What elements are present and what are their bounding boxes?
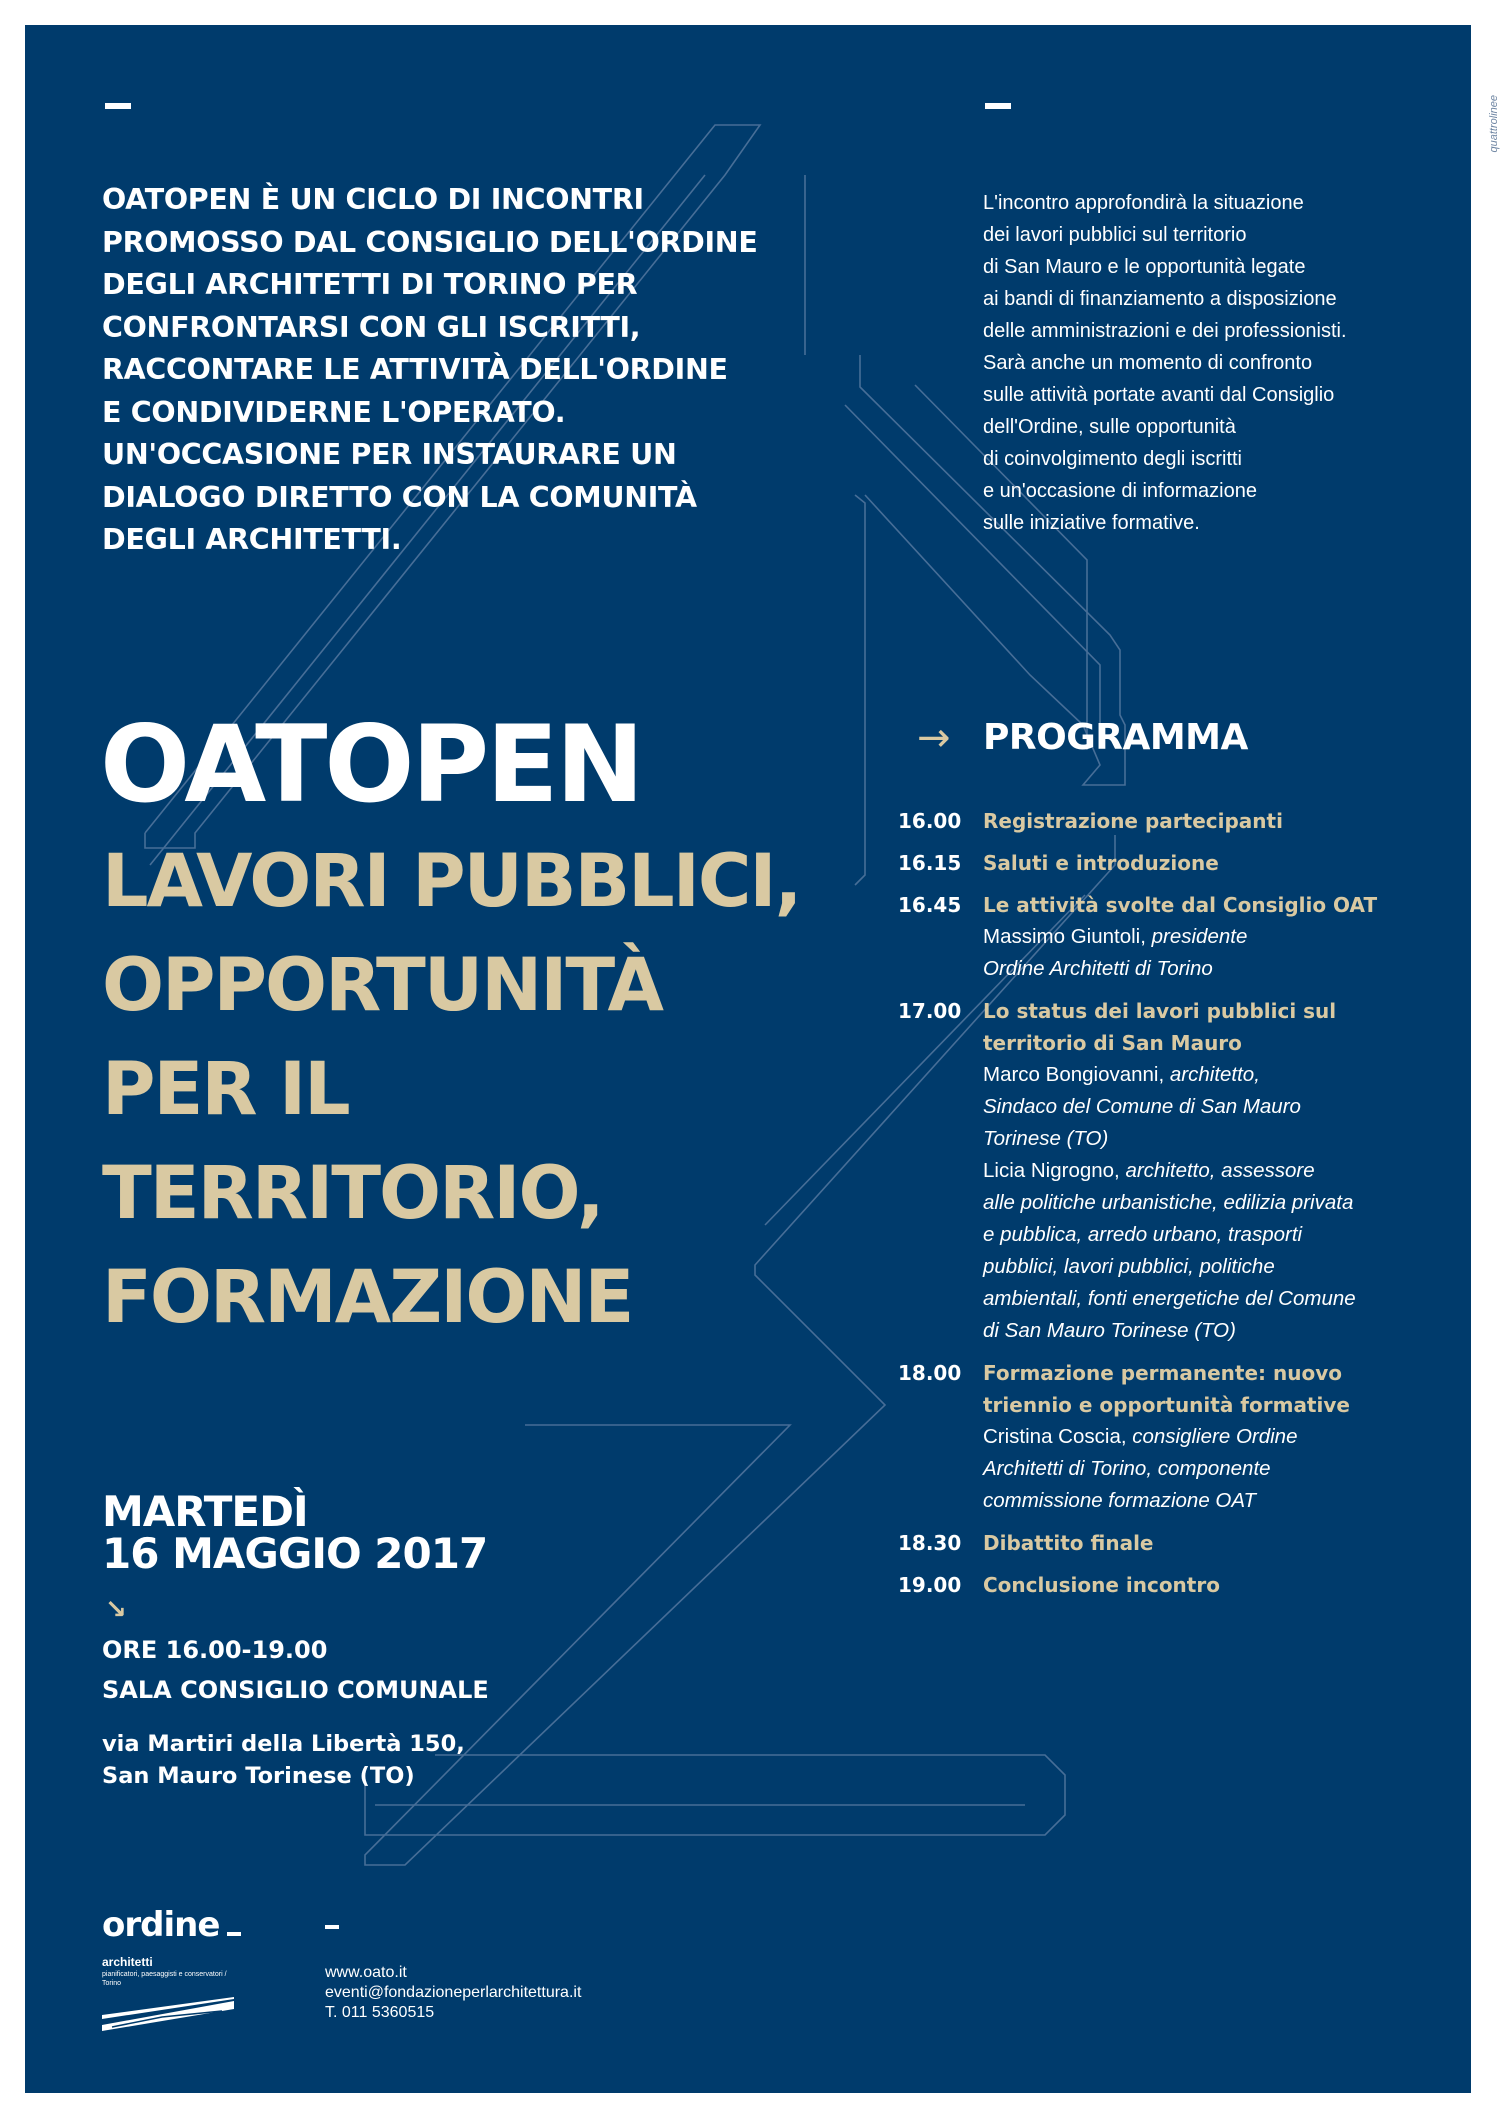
programma-speaker [983, 1155, 1458, 1187]
speaker-name: Licia Nigrogno, [983, 1159, 1126, 1182]
speaker-role: presidente [1151, 925, 1248, 948]
speaker-role: alle politiche urbanistiche, edilizia privata [983, 1191, 1354, 1214]
logo-wordmark [102, 1905, 241, 1945]
event-date [102, 1487, 488, 1578]
speaker-role: ambientali, fonti energetiche del Comune [983, 1287, 1356, 1310]
subtitle-line: OPPORTUNITÀ [102, 943, 663, 1028]
programma-list [898, 805, 1458, 1611]
intro-line: RACCONTARE LE ATTIVITÀ DELL'ORDINE [102, 353, 728, 386]
programma-title: Le attività svolte dal Consiglio OAT [983, 893, 1378, 917]
programma-speaker [983, 921, 1458, 953]
subtitle-line: PER IL [102, 1047, 349, 1132]
event-full-date: 16 MAGGIO 2017 [102, 1529, 488, 1578]
programma-time: 16.15 [898, 851, 962, 875]
programma-item [898, 1357, 1458, 1517]
programma-title: triennio e opportunità formative [983, 1393, 1350, 1417]
programma-time: 17.00 [898, 999, 962, 1023]
dash-right [985, 103, 1011, 109]
intro-line: DEGLI ARCHITETTI. [102, 523, 402, 556]
intro-line: E CONDIVIDERNE L'OPERATO. [102, 395, 566, 429]
subtitle-line: FORMAZIONE [102, 1255, 633, 1340]
event-weekday: MARTEDÌ [102, 1487, 308, 1536]
logo-dash [227, 1932, 241, 1936]
intro-text [102, 179, 782, 562]
description-line: sulle iniziative formative. [983, 512, 1200, 534]
speaker-role: Architetti di Torino, componente [983, 1457, 1271, 1480]
programma-heading: PROGRAMMA [983, 717, 1248, 758]
speaker-name: Cristina Coscia, [983, 1425, 1133, 1448]
dash-left [105, 103, 131, 109]
email-link[interactable]: eventi@fondazioneperlarchitettura.it [325, 1984, 582, 2001]
programma-item [898, 1527, 1458, 1559]
programma-speaker [983, 1123, 1458, 1155]
programma-title: Conclusione incontro [983, 1573, 1220, 1597]
programma-time: 16.00 [898, 809, 962, 833]
programma-speaker [983, 1251, 1458, 1283]
phone-number: T. 011 5360515 [325, 2004, 435, 2021]
description-line: di San Mauro e le opportunità legate [983, 256, 1306, 278]
programma-title: Formazione permanente: nuovo [983, 1361, 1342, 1385]
event-description [983, 187, 1453, 539]
speaker-name: Massimo Giuntoli, [983, 925, 1152, 948]
arrow-down-right-icon: ↘ [105, 1595, 127, 1625]
event-hours: ORE 16.00-19.00 [102, 1636, 328, 1664]
logo-line2: pianificatori, paesaggisti e conservatori / Torino [102, 1971, 227, 1987]
intro-line: DEGLI ARCHITETTI DI TORINO PER [102, 268, 638, 301]
address-city: San Mauro Torinese (TO) [102, 1763, 415, 1789]
event-venue [102, 1630, 489, 1710]
poster [25, 25, 1500, 2093]
intro-line: CONFRONTARSI CON GLI ISCRITTI, [102, 310, 641, 344]
speaker-role: pubblici, lavori pubblici, politiche [983, 1255, 1275, 1278]
description-line: e un'occasione di informazione [983, 480, 1257, 502]
event-subtitle [102, 830, 800, 1350]
programma-speaker [983, 1453, 1458, 1485]
website-link[interactable]: www.oato.it [325, 1964, 407, 1981]
programma-item [898, 889, 1458, 985]
speaker-role: Ordine Architetti di Torino [983, 957, 1213, 980]
programma-speaker [983, 953, 1458, 985]
speaker-role: Torinese (TO) [983, 1127, 1109, 1150]
description-line: ai bandi di finanziamento a disposizione [983, 288, 1337, 310]
description-line: L'incontro approfondirà la situazione [983, 192, 1304, 214]
programma-time: 19.00 [898, 1573, 962, 1597]
programma-speaker [983, 1315, 1458, 1347]
programma-speaker [983, 1283, 1458, 1315]
programma-item [898, 1569, 1458, 1601]
address-street: via Martiri della Libertà 150, [102, 1731, 465, 1757]
dash-footer [325, 1925, 339, 1929]
programma-speaker [983, 1485, 1458, 1517]
programma-title: Saluti e introduzione [983, 851, 1219, 875]
speaker-role: commissione formazione OAT [983, 1489, 1257, 1512]
description-line: dei lavori pubblici sul territorio [983, 224, 1247, 246]
speaker-name: Marco Bongiovanni, [983, 1063, 1170, 1086]
programma-title: territorio di San Mauro [983, 1031, 1242, 1055]
intro-line: OATOPEN È UN CICLO DI INCONTRI [102, 183, 644, 216]
speaker-role: architetto, assessore [1125, 1159, 1315, 1182]
programma-title: Registrazione partecipanti [983, 809, 1283, 833]
event-hall: SALA CONSIGLIO COMUNALE [102, 1676, 489, 1704]
event-title: OATOPEN [100, 703, 642, 826]
subtitle-line: TERRITORIO, [102, 1151, 603, 1236]
programma-speaker [983, 1421, 1458, 1453]
intro-line: UN'OCCASIONE PER INSTAURARE UN [102, 438, 677, 471]
programma-time: 18.00 [898, 1361, 962, 1385]
intro-line: PROMOSSO DAL CONSIGLIO DELL'ORDINE [102, 225, 758, 259]
programma-item [898, 847, 1458, 879]
programma-time: 18.30 [898, 1531, 962, 1555]
programma-title: Dibattito finale [983, 1531, 1154, 1555]
description-line: dell'Ordine, sulle opportunità [983, 416, 1236, 438]
speaker-role: architetto, [1169, 1063, 1260, 1086]
logo-word: ordine [102, 1905, 220, 1945]
programma-item [898, 805, 1458, 837]
programma-speaker [983, 1219, 1458, 1251]
logo-mark-icon [102, 1997, 234, 2033]
speaker-role: consigliere Ordine [1132, 1425, 1298, 1448]
intro-line: DIALOGO DIRETTO CON LA COMUNITÀ [102, 480, 697, 514]
programma-speaker [983, 1059, 1458, 1091]
designer-credit: quattrolinee [1488, 95, 1500, 153]
programma-title: Lo status dei lavori pubblici sul [983, 999, 1337, 1023]
description-line: sulle attività portate avanti dal Consiglio [983, 384, 1335, 406]
subtitle-line: LAVORI PUBBLICI, [102, 839, 801, 924]
logo-line1: architetti [102, 1955, 153, 1969]
speaker-role: di San Mauro Torinese (TO) [983, 1319, 1236, 1342]
description-line: Sarà anche un momento di confronto [983, 352, 1313, 374]
description-line: di coinvolgimento degli iscritti [983, 448, 1243, 470]
programma-speaker [983, 1187, 1458, 1219]
programma-item [898, 995, 1458, 1347]
programma-speaker [983, 1091, 1458, 1123]
programma-time: 16.45 [898, 893, 962, 917]
speaker-role: e pubblica, arredo urbano, trasporti [983, 1223, 1303, 1246]
contact-info [325, 1963, 581, 2023]
description-line: delle amministrazioni e dei professionisti. [983, 320, 1347, 342]
arrow-right-icon: → [917, 715, 951, 761]
speaker-role: Sindaco del Comune di San Mauro [983, 1095, 1301, 1118]
event-address [102, 1728, 465, 1792]
